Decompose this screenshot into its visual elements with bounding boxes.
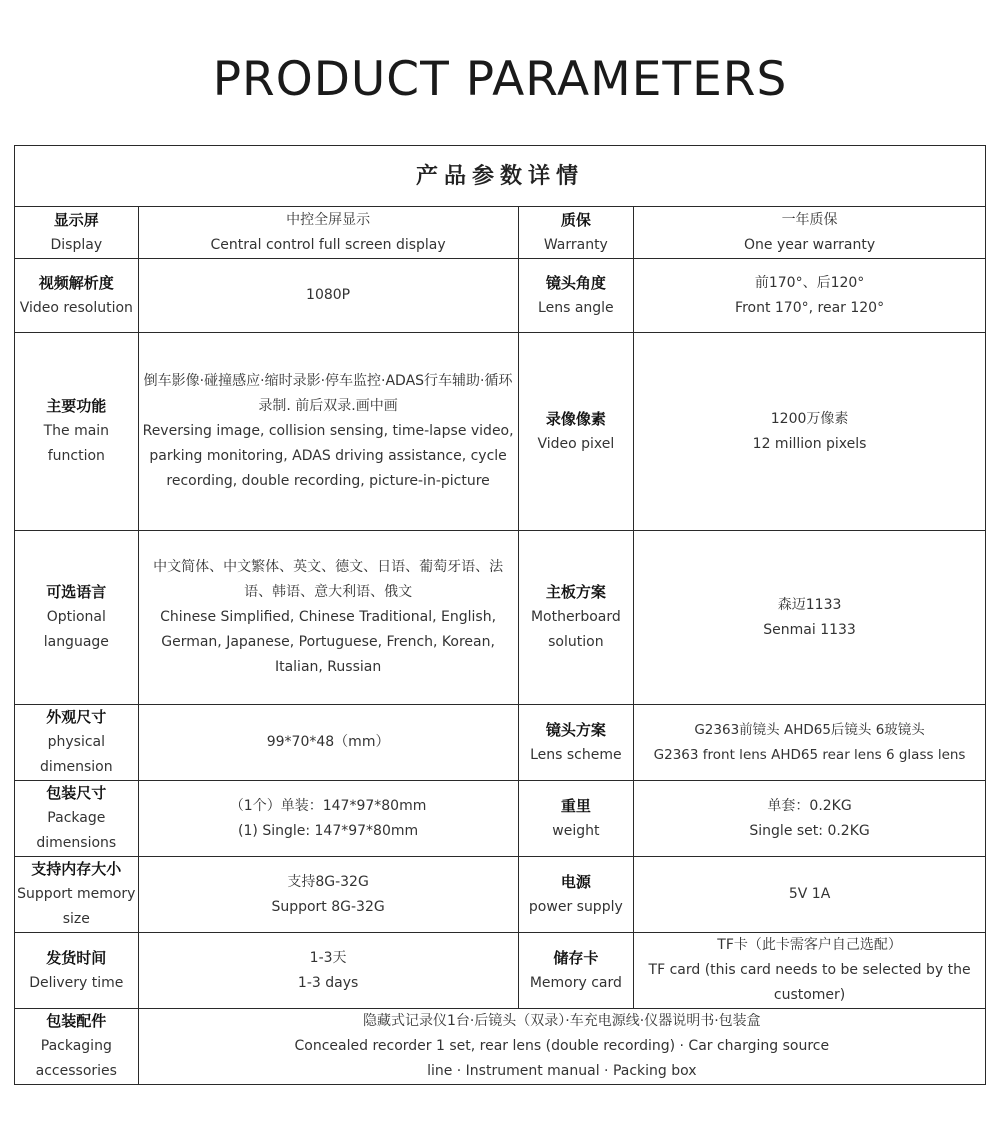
param-value [634,207,986,259]
param-label [518,259,634,333]
param-value-zh: 中文简体、中文繁体、英文、德文、日语、葡萄牙语、法语、韩语、意大利语、俄文 [153,559,504,600]
param-label-en: Support memory size [17,886,136,927]
param-label [15,207,139,259]
table-title: 产品参数详情 [15,146,986,207]
param-value [138,333,518,531]
param-label [518,781,634,857]
param-label-en: power supply [528,898,623,915]
product-parameters-table [14,145,986,1085]
param-label [518,207,634,259]
param-value-en: Front 170°, rear 120° [735,299,885,316]
param-label-zh: 外观尺寸 [46,708,107,726]
param-value-zh: 1-3天 [309,949,347,966]
page-title: PRODUCT PARAMETERS [212,52,788,107]
param-value-en: Senmai 1133 [763,621,856,638]
param-value [138,705,518,781]
param-label-en: Optional language [43,609,109,650]
param-value-zh: 单套：0.2KG [767,797,852,814]
param-value-zh: （1个）单装：147*97*80mm [229,797,427,814]
param-label [15,933,139,1009]
param-value [138,781,518,857]
param-value-en: Concealed recorder 1 set, rear lens (double recording) · Car charging source line · Instrument manual · Packing box [294,1038,830,1079]
table-title-row [15,146,986,207]
param-label-en: Lens scheme [530,746,622,763]
param-label-zh: 可选语言 [46,583,107,601]
param-label-zh: 质保 [560,210,591,229]
param-label [518,705,634,781]
table-row [15,857,986,933]
param-label-en: Video pixel [537,435,615,452]
param-value [634,933,986,1009]
param-label-zh: 主要功能 [46,397,107,415]
param-label-zh: 重里 [560,796,591,815]
param-value-en: 1-3 days [297,974,359,991]
param-label-en: Motherboard solution [530,609,621,650]
param-label-en: Warranty [543,236,608,253]
param-value-en: Support 8G-32G [271,898,385,915]
param-value [138,1009,985,1085]
param-label-en: Delivery time [29,974,124,991]
param-value [138,531,518,705]
param-label-zh: 视频解析度 [38,273,114,292]
param-value-en: Chinese Simplified, Chinese Traditional, English, German, Japanese, Portuguese, French, Korean, Italian, Russian [160,609,497,675]
param-value-en: (1) Single: 147*97*80mm [238,822,419,839]
param-label [15,1009,139,1085]
param-label-en: The main function [43,423,110,464]
param-label-zh: 镜头角度 [545,273,606,292]
param-value-en: One year warranty [743,236,876,253]
param-label-en: physical dimension [40,734,113,775]
param-value-zh: 1200万像素 [770,410,849,427]
param-value-zh: 一年质保 [781,211,838,228]
table-row [15,1009,986,1085]
param-value-en: TF card (this card needs to be selected by the customer) [648,962,971,1003]
param-value-zh: 倒车影像·碰撞感应·缩时录影·停车监控·ADAS行车辅助·循环录制. 前后双录.画中画 [143,373,513,414]
param-value-zh: 隐藏式记录仪1台·后镜头（双录）·车充电源线·仪器说明书·包装盒 [362,1013,761,1029]
param-value-en: Reversing image, collision sensing, time-lapse video, parking monitoring, ADAS driving assistance, cycle recording, double recording, picture-in-picture [142,423,514,489]
table-row [15,933,986,1009]
param-value-en: Central control full screen display [210,236,446,253]
param-label-zh: 包装尺寸 [46,784,107,802]
param-label-en: Memory card [529,974,622,991]
param-label-zh: 发货时间 [46,948,107,967]
table-row [15,207,986,259]
param-label [518,933,634,1009]
param-label [15,857,139,933]
param-value-zh: TF卡（此卡需客户自己选配） [717,937,902,953]
param-value-zh: 森迈1133 [777,596,842,613]
param-label-en: Lens angle [538,299,614,316]
param-value-en: 99*70*48（mm） [266,734,390,750]
param-label-zh: 镜头方案 [545,720,606,739]
param-value-en: 12 million pixels [752,435,867,452]
param-value-en: Single set: 0.2KG [749,822,870,839]
param-label [15,705,139,781]
param-label [518,531,634,705]
param-label [15,259,139,333]
param-value [138,259,518,333]
table-row [15,705,986,781]
param-value-zh: 支持8G-32G [287,873,369,890]
param-label [518,333,634,531]
param-value-en: G2363 front lens AHD65 rear lens 6 glass lens [653,746,966,763]
param-label [15,531,139,705]
param-label-en: Video resolution [19,299,133,316]
param-value [634,333,986,531]
param-label-zh: 电源 [560,872,591,891]
param-label-en: Package dimensions [36,810,117,851]
param-value-zh: G2363前镜头 AHD65后镜头 6玻镜头 [694,721,925,738]
param-label-zh: 录像像素 [545,409,606,428]
table-row [15,781,986,857]
table-row [15,333,986,531]
param-value [634,259,986,333]
param-value [138,857,518,933]
param-value [138,207,518,259]
param-value-en: 1080P [306,287,351,303]
param-label-en: Packaging accessories [35,1038,117,1079]
param-label-en: Display [50,236,103,253]
param-label [518,857,634,933]
param-label-zh: 储存卡 [553,948,599,967]
param-label [15,333,139,531]
param-label-zh: 显示屏 [53,210,99,229]
table-row [15,259,986,333]
param-label-zh: 包装配件 [46,1012,107,1030]
param-label-zh: 支持内存大小 [31,860,122,878]
param-value-zh: 中控全屏显示 [286,211,371,228]
param-value [634,705,986,781]
param-value [138,933,518,1009]
param-label [15,781,139,857]
param-label-en: weight [552,822,600,839]
param-value [634,857,986,933]
param-value [634,531,986,705]
param-value-en: 5V 1A [788,886,831,902]
param-value [634,781,986,857]
table-row [15,531,986,705]
param-label-zh: 主板方案 [545,583,606,601]
param-value-zh: 前170°、后120° [754,274,865,291]
